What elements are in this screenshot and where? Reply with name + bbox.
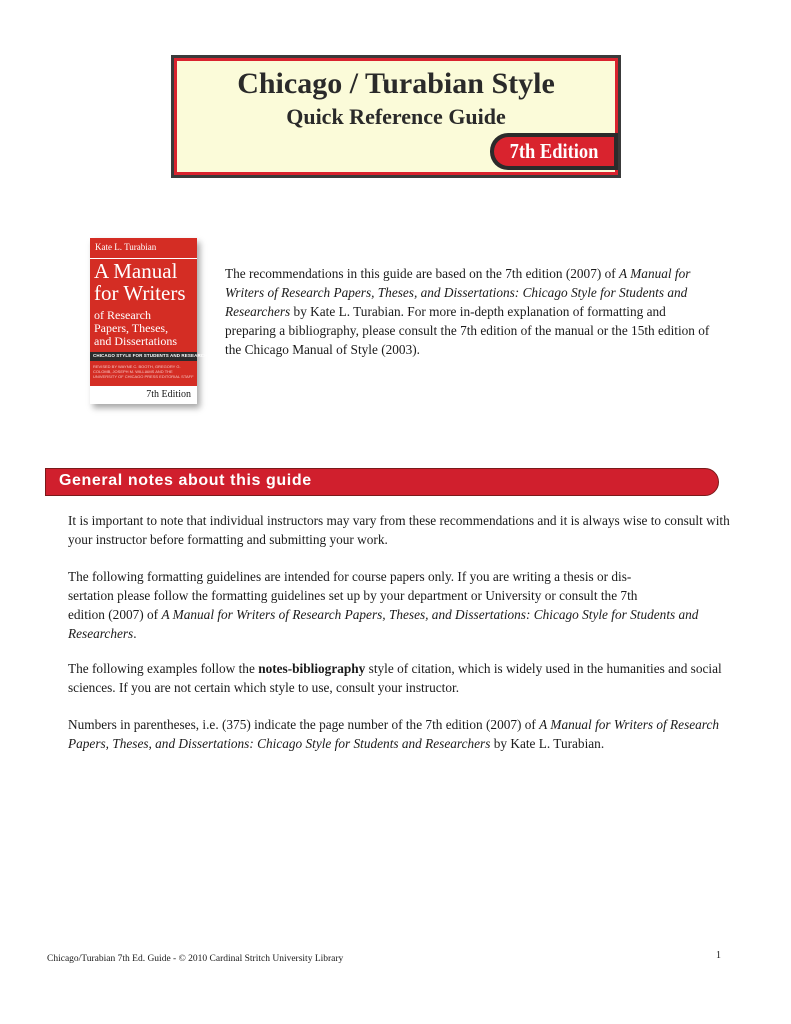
book-author: Kate L. Turabian <box>95 242 157 252</box>
book-subtitle-line: Papers, Theses, <box>94 321 169 335</box>
book-title-line1: A Manual <box>94 259 178 283</box>
book-author-band <box>90 241 197 255</box>
paragraph-instructors: It is important to note that individual instructors may vary from these recommendations and it is always wise to consult with your instructor before formatting and submitting your work. <box>68 513 730 547</box>
intro-book-title: A Manual for Writers of Research Papers, Theses, and Dissertations: Chicago Style for Students and Researchers <box>225 266 691 319</box>
section-title: General notes about this guide <box>59 472 312 489</box>
edition-badge-label: 7th Edition <box>509 139 599 163</box>
paragraph-formatting <box>68 567 745 643</box>
paragraph-formatting-line2: sertation please follow the formatting guidelines set up by your department or University or consult the 7th <box>68 588 638 603</box>
title-box <box>171 55 621 178</box>
paragraph-citation-style <box>68 659 745 697</box>
paragraph-citation-after: style of citation, which is widely used in the humanities and social sciences. If you are not certain which style to use, consult your instructor. <box>68 661 722 695</box>
book-revised-text: REVISED BY WAYNE C. BOOTH, GREGORY G. COLOMB, JOSEPH M. WILLIAMS AND THE UNIVERSITY OF CHICAGO PRESS EDITORIAL STAFF <box>93 364 194 379</box>
book-edition: 7th Edition <box>146 389 191 400</box>
book-subtitle-line: and Dissertations <box>94 334 177 348</box>
paragraph-formatting-end: . <box>133 626 137 641</box>
paragraph-formatting-line1: The following formatting guidelines are intended for course papers only. If you are writing a thesis or dis- <box>68 569 632 584</box>
book-band <box>90 352 218 361</box>
page-title: Chicago / Turabian Style <box>237 67 555 100</box>
page-subtitle: Quick Reference Guide <box>286 104 506 129</box>
title-box-inner <box>177 61 615 172</box>
book-edition-box <box>90 386 197 404</box>
book-title-line2: for Writers <box>94 281 186 305</box>
book-subtitle-line: of Research <box>94 308 151 322</box>
notes-bibliography-term: notes-bibliography <box>258 661 366 676</box>
paragraph-page-numbers-after: by Kate L. Turabian. <box>490 736 605 751</box>
book-subtitle <box>94 309 199 348</box>
paragraph-page-numbers-before: Numbers in parentheses, i.e. (375) indicate the page number of the 7th edition (2007) of <box>68 717 540 732</box>
book-band-text: CHICAGO STYLE FOR STUDENTS AND RESEARCHERS <box>93 353 218 358</box>
paragraph-page-numbers-book-title: A Manual for Writers of Research Papers, Theses, and Dissertations: Chicago Style for Students and Researchers <box>68 717 720 751</box>
paragraph-citation-before: The following examples follow the <box>68 661 259 676</box>
paragraph-formatting-line3: edition (2007) of <box>68 607 162 622</box>
intro-text-after: by Kate L. Turabian. For more in-depth explanation of formatting and preparing a bibliography, please consult the 7th edition of the manual or the 15th edition of the Chicago Manual of Style (2003). <box>225 304 710 357</box>
page-footer: Chicago/Turabian 7th Ed. Guide - © 2010 Cardinal Stritch University Library <box>47 954 344 964</box>
edition-badge <box>490 133 618 170</box>
edition-badge-inner <box>494 137 614 166</box>
paragraph-formatting-book-title: A Manual for Writers of Research Papers, Theses, and Dissertations: Chicago Style for Students and Researchers <box>68 607 699 641</box>
page-number: 1 <box>716 950 721 961</box>
intro-paragraph <box>225 264 710 359</box>
book-cover-image <box>90 238 218 404</box>
paragraph-page-numbers <box>68 715 745 753</box>
section-header <box>45 468 719 496</box>
intro-text-before: The recommendations in this guide are based on the 7th edition (2007) of <box>225 266 620 281</box>
title-box-border <box>174 58 618 175</box>
